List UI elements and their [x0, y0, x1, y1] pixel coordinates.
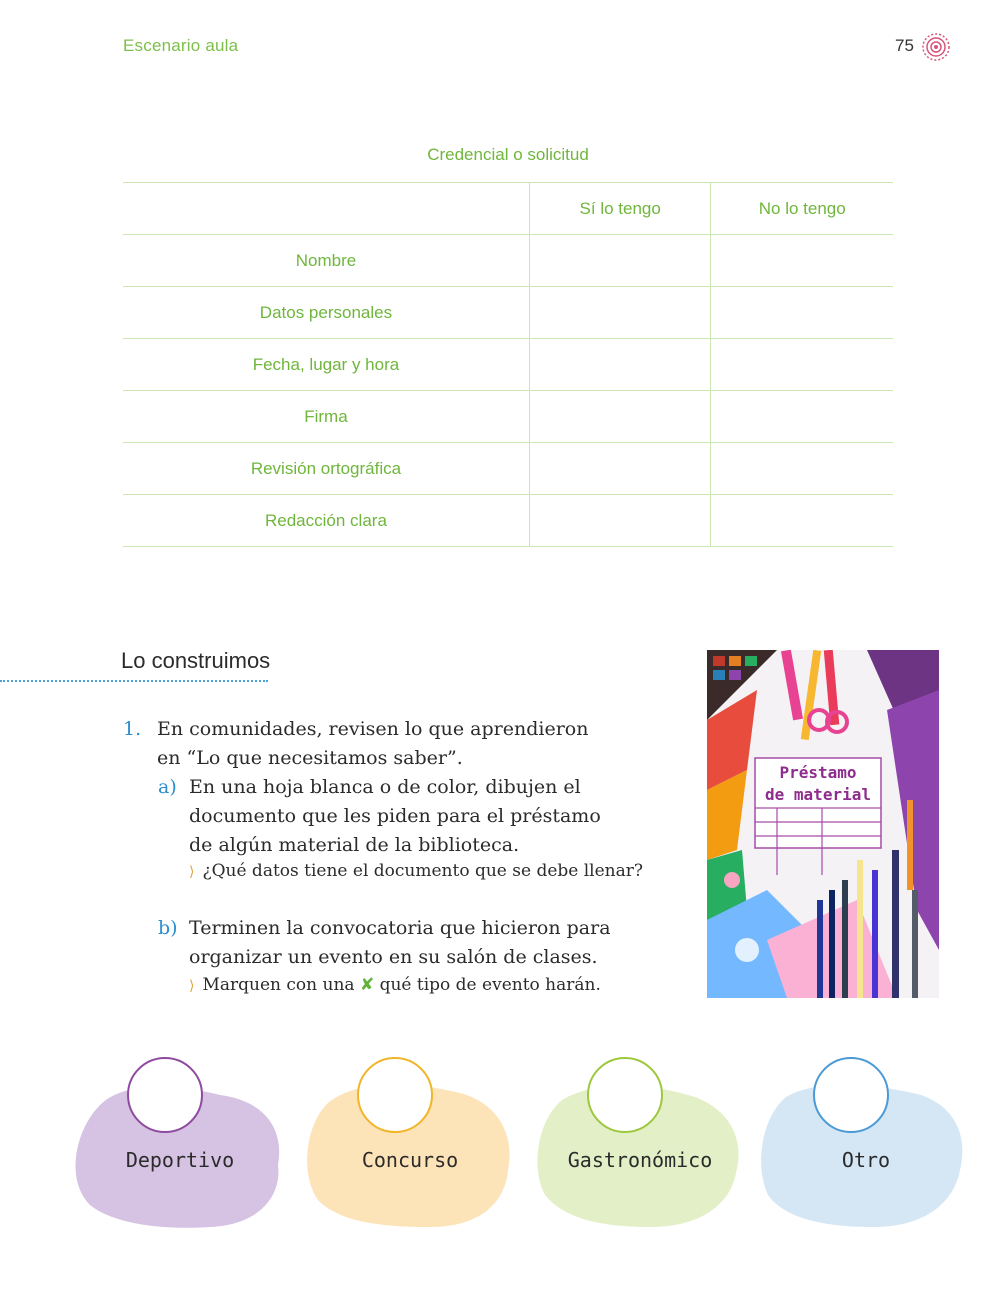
item-1-line: en “Lo que necesitamos saber”.: [157, 747, 463, 769]
card-title-line: Préstamo: [779, 763, 857, 782]
option-checkbox[interactable]: [813, 1057, 889, 1133]
item-a: [158, 773, 581, 802]
table-header-row: [123, 183, 893, 235]
option-deportivo[interactable]: [70, 1055, 290, 1235]
target-icon: [920, 31, 952, 63]
option-label: Otro: [841, 1148, 891, 1172]
item-a-bullet: [189, 861, 643, 881]
table-cell-have[interactable]: [529, 235, 711, 287]
table-cell-not-have[interactable]: [711, 495, 893, 547]
table-row: [123, 443, 893, 495]
table-header-not-have: No lo tengo: [711, 183, 893, 235]
item-b: [158, 914, 611, 943]
table-row-label: Fecha, lugar y hora: [123, 339, 529, 391]
section-divider: [0, 680, 268, 682]
item-a-bullet-text: ¿Qué datos tiene el documento que se debe llenar?: [202, 861, 644, 881]
page-number: 75: [895, 36, 914, 55]
item-b-line: Terminen la convocatoria que hicieron para: [189, 917, 611, 939]
table-cell-not-have[interactable]: [711, 339, 893, 391]
table-cell-have[interactable]: [529, 443, 711, 495]
table-row: [123, 495, 893, 547]
table-row-label: Revisión ortográfica: [123, 443, 529, 495]
option-label: Deportivo: [125, 1148, 235, 1172]
option-checkbox[interactable]: [357, 1057, 433, 1133]
table-cell-not-have[interactable]: [711, 443, 893, 495]
item-b-bullet-post: qué tipo de evento harán.: [379, 975, 601, 995]
section-title: Lo construimos: [121, 648, 271, 673]
item-a-line: En una hoja blanca o de color, dibujen el: [189, 776, 581, 798]
item-1: [123, 715, 589, 744]
x-mark-icon: ✘: [359, 975, 375, 995]
item-b-bullet: [189, 975, 601, 995]
item-b-bullet-pre: Marquen con una: [202, 975, 355, 995]
table-row: [123, 339, 893, 391]
item-a-line: de algún material de la biblioteca.: [189, 834, 520, 856]
table-header-empty: [123, 183, 529, 235]
bullet-icon: ⟩: [189, 864, 195, 880]
option-gastronomico[interactable]: [530, 1055, 750, 1235]
table-cell-not-have[interactable]: [711, 391, 893, 443]
table-header-have: Sí lo tengo: [529, 183, 711, 235]
option-checkbox[interactable]: [587, 1057, 663, 1133]
table-cell-not-have[interactable]: [711, 287, 893, 339]
option-concurso[interactable]: [300, 1055, 520, 1235]
table-row: [123, 391, 893, 443]
table-cell-have[interactable]: [529, 287, 711, 339]
item-a-line: documento que les piden para el préstamo: [189, 805, 601, 827]
option-label: Gastronómico: [567, 1148, 713, 1172]
item-1-line: En comunidades, revisen lo que aprendieron: [157, 718, 589, 740]
table-cell-not-have[interactable]: [711, 235, 893, 287]
supplies-artwork: [707, 650, 939, 998]
table-row: [123, 235, 893, 287]
item-b-line: organizar un evento en su salón de clases.: [189, 946, 598, 968]
option-checkbox[interactable]: [127, 1057, 203, 1133]
table-row-label: Firma: [123, 391, 529, 443]
item-b-label: b): [158, 917, 178, 939]
table-row-label: Nombre: [123, 235, 529, 287]
item-a-label: a): [158, 776, 177, 798]
bullet-icon: ⟩: [189, 978, 195, 994]
table-cell-have[interactable]: [529, 495, 711, 547]
table-row: [123, 287, 893, 339]
option-label: Concurso: [361, 1148, 459, 1172]
item-number: 1.: [123, 718, 142, 740]
option-otro[interactable]: [756, 1055, 976, 1235]
header-section-label: Escenario aula: [123, 36, 239, 55]
card-title-line: de material: [765, 785, 871, 804]
table-row-label: Datos personales: [123, 287, 529, 339]
table-cell-have[interactable]: [529, 391, 711, 443]
table-cell-have[interactable]: [529, 339, 711, 391]
table-row-label: Redacción clara: [123, 495, 529, 547]
credential-table: [123, 182, 893, 547]
table-title: Credencial o solicitud: [427, 145, 589, 164]
school-supplies-illustration: [707, 650, 939, 998]
